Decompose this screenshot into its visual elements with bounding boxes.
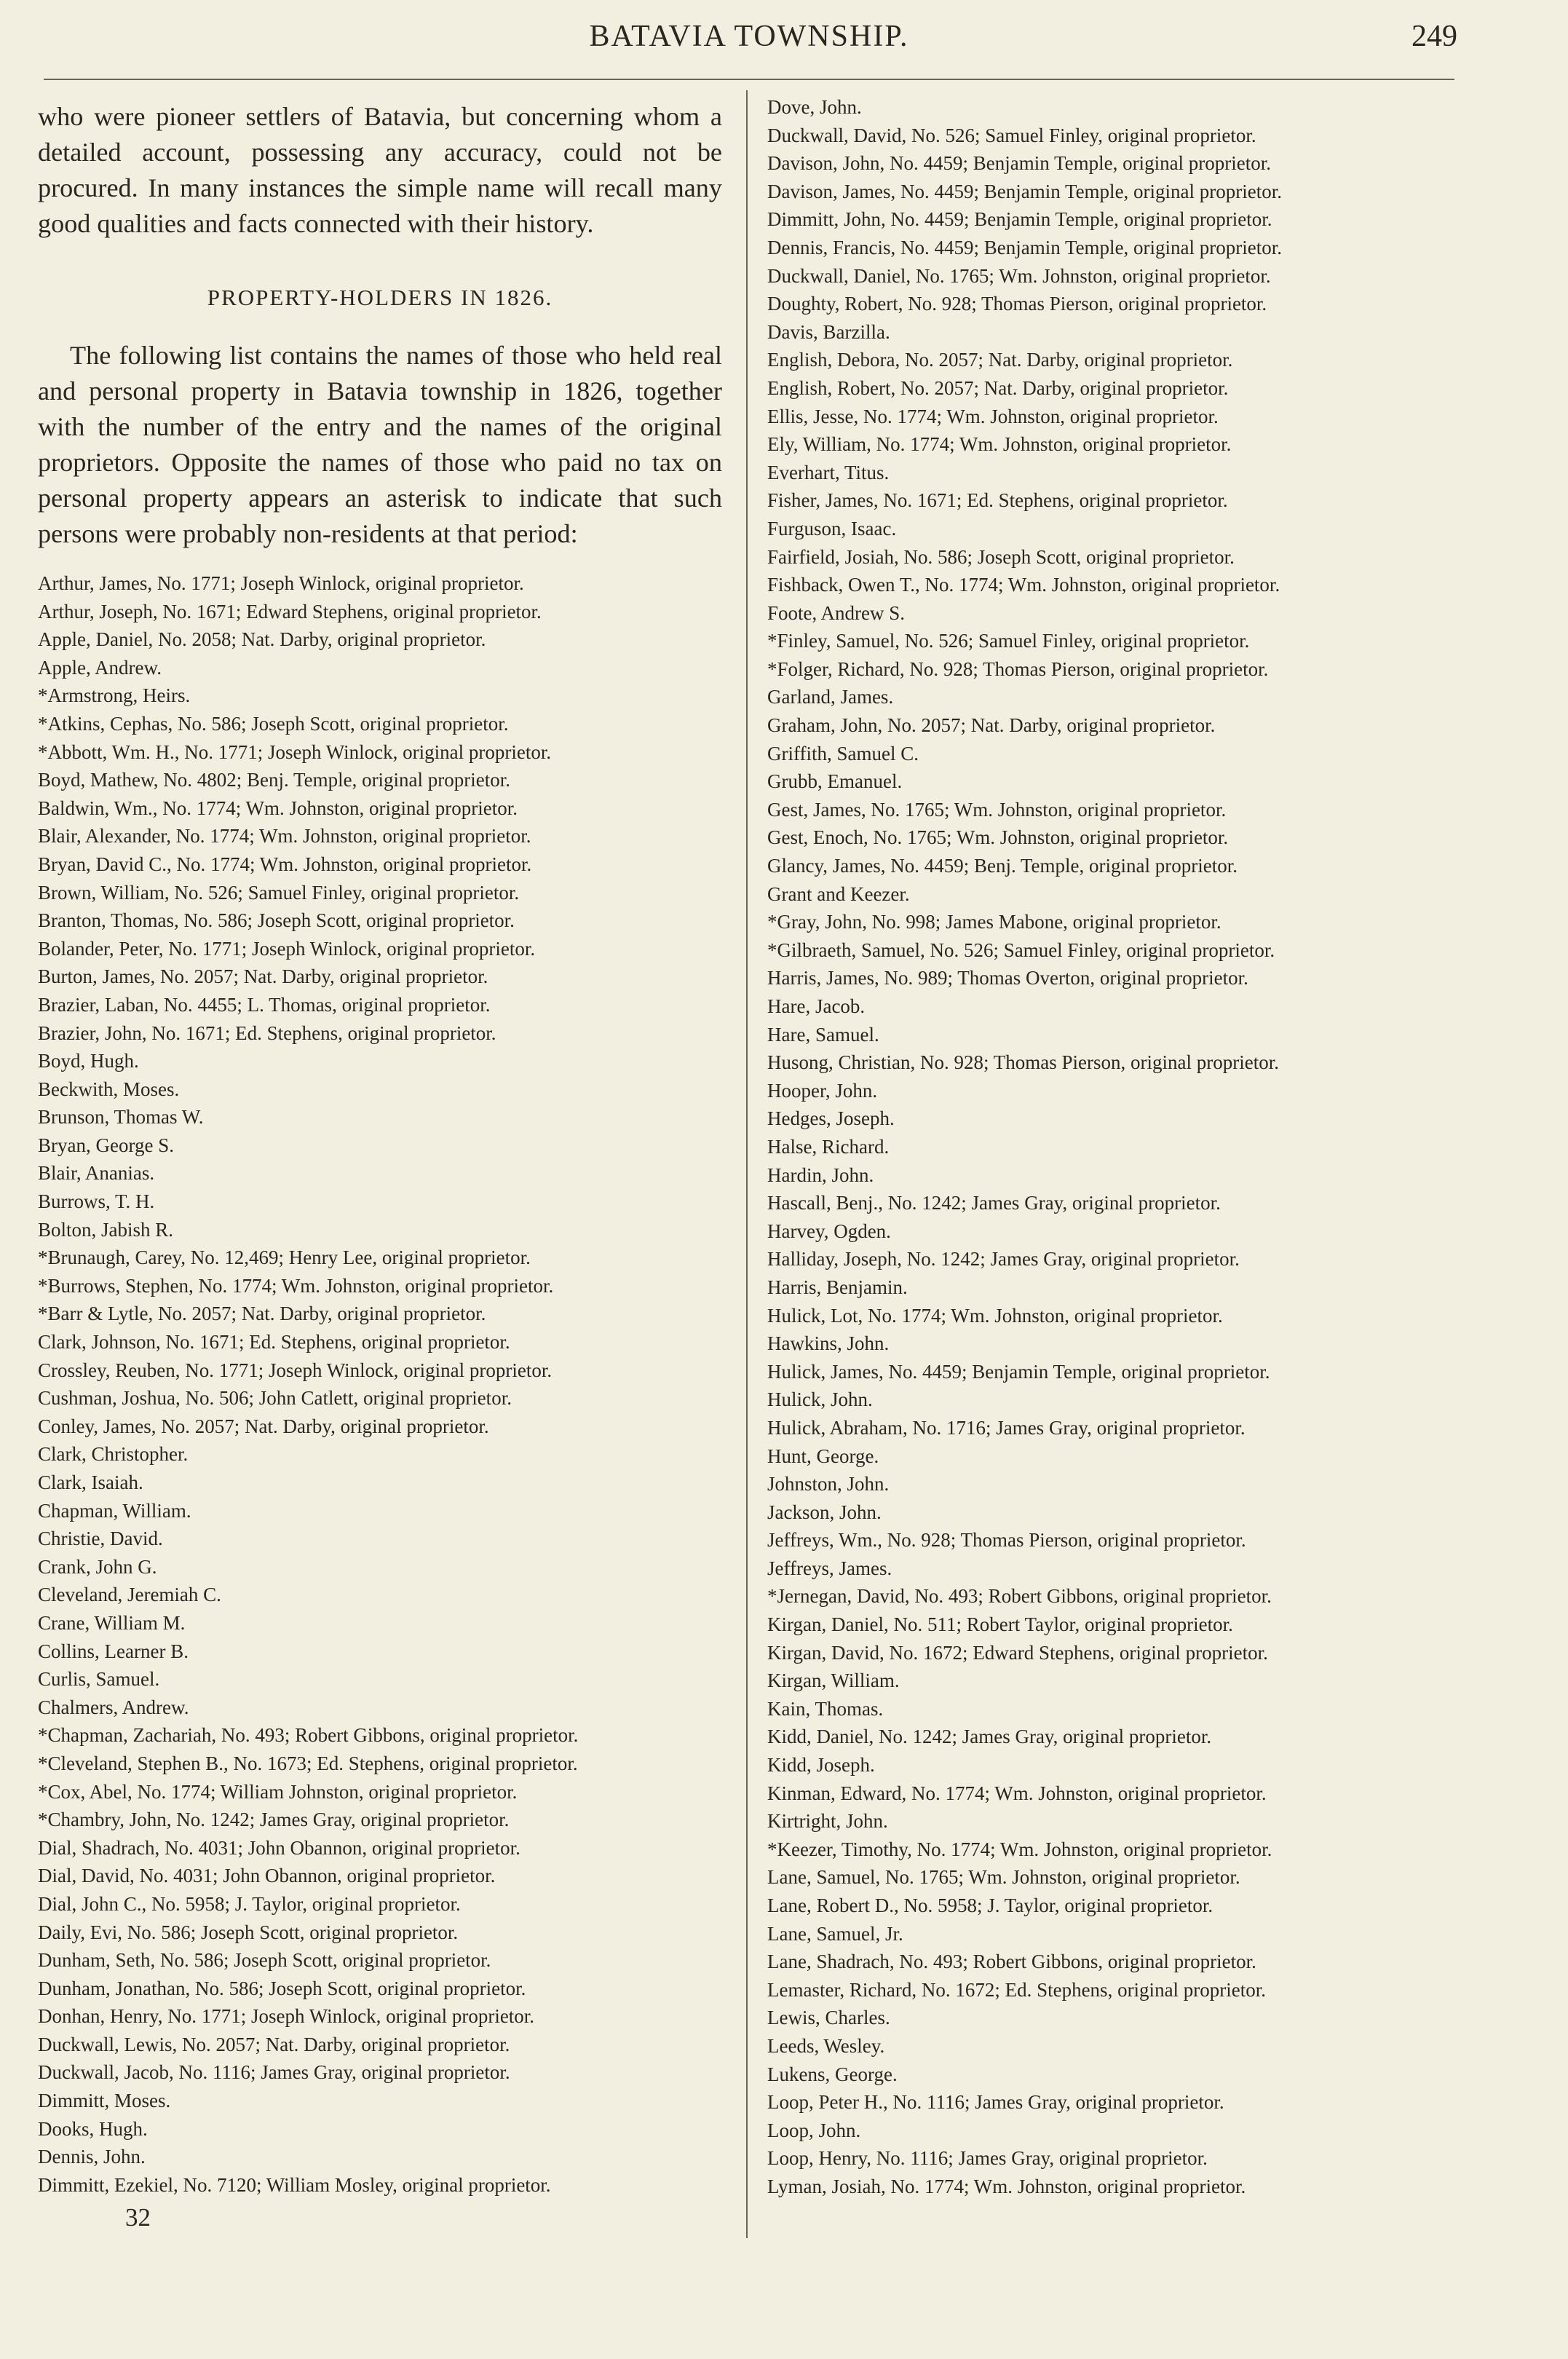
property-holder-entry: Clark, Isaiah. bbox=[38, 1471, 143, 1493]
property-holder-entry: *Jernegan, David, No. 493; Robert Gibbons, original proprietor. bbox=[767, 1585, 1272, 1608]
left-column bbox=[38, 93, 722, 2336]
property-holder-entry: Hulick, Lot, No. 1774; Wm. Johnston, original proprietor. bbox=[767, 1304, 1223, 1327]
property-holder-entry: Crossley, Reuben, No. 1771; Joseph Winlock, original proprietor. bbox=[38, 1359, 553, 1381]
property-holder-entry: Beckwith, Moses. bbox=[38, 1078, 180, 1100]
property-holder-entry: Bryan, George S. bbox=[38, 1134, 174, 1156]
property-holder-entry: Johnston, John. bbox=[767, 1473, 890, 1495]
running-title: BATAVIA TOWNSHIP. bbox=[589, 20, 909, 53]
property-holder-entry: Lane, Samuel, No. 1765; Wm. Johnston, original proprietor. bbox=[767, 1866, 1240, 1889]
property-holder-entry: Kirgan, Daniel, No. 511; Robert Taylor, original proprietor. bbox=[767, 1613, 1233, 1636]
property-holder-entry: *Chambry, John, No. 1242; James Gray, original proprietor. bbox=[38, 1809, 510, 1831]
property-holder-entry: Duckwall, David, No. 526; Samuel Finley, original proprietor. bbox=[767, 124, 1256, 146]
property-holder-entry: Halliday, Joseph, No. 1242; James Gray, original proprietor. bbox=[767, 1248, 1240, 1271]
property-holder-entry: Hawkins, John. bbox=[767, 1332, 890, 1355]
property-holder-entry: Leeds, Wesley. bbox=[767, 2034, 885, 2057]
property-holder-entry: Curlis, Samuel. bbox=[38, 1668, 160, 1691]
property-holder-entry: Kinman, Edward, No. 1774; Wm. Johnston, original proprietor. bbox=[767, 1782, 1267, 1804]
property-holder-entry: *Brunaugh, Carey, No. 12,469; Henry Lee, original proprietor. bbox=[38, 1246, 531, 1269]
property-holder-entry: Griffith, Samuel C. bbox=[767, 742, 919, 764]
property-holder-entry: Cleveland, Jeremiah C. bbox=[38, 1584, 221, 1606]
property-holder-entry: Dunham, Jonathan, No. 586; Joseph Scott, original proprietor. bbox=[38, 1977, 526, 1999]
property-holder-entry: Harris, Benjamin. bbox=[767, 1276, 908, 1298]
property-holder-entry: Clark, Johnson, No. 1671; Ed. Stephens, original proprietor. bbox=[38, 1331, 510, 1354]
property-holder-entry: Kirtright, John. bbox=[767, 1810, 888, 1833]
property-holder-entry: Apple, Daniel, No. 2058; Nat. Darby, original proprietor. bbox=[38, 628, 486, 651]
property-holder-entry: Harris, James, No. 989; Thomas Overton, original proprietor. bbox=[767, 967, 1248, 989]
property-holder-entry: *Keezer, Timothy, No. 1774; Wm. Johnston, original proprietor. bbox=[767, 1838, 1272, 1860]
property-holder-entry: Brazier, John, No. 1671; Ed. Stephens, original proprietor. bbox=[38, 1022, 496, 1044]
property-holder-entry: Clark, Christopher. bbox=[38, 1443, 189, 1466]
property-holder-entry: Bolton, Jabish R. bbox=[38, 1218, 174, 1241]
property-holder-entry: Gest, Enoch, No. 1765; Wm. Johnston, original proprietor. bbox=[767, 826, 1229, 849]
property-holder-entry: Crank, John G. bbox=[38, 1555, 157, 1578]
signature-mark: 32 bbox=[125, 2203, 151, 2232]
property-holder-entry: English, Robert, No. 2057; Nat. Darby, original proprietor. bbox=[767, 376, 1229, 399]
property-holder-entry: *Atkins, Cephas, No. 586; Joseph Scott, original proprietor. bbox=[38, 712, 509, 735]
property-holder-entry: Everhart, Titus. bbox=[767, 461, 890, 483]
column-divider bbox=[746, 90, 748, 2238]
right-column bbox=[767, 93, 1466, 2336]
property-holder-entry: Brown, William, No. 526; Samuel Finley, original proprietor. bbox=[38, 881, 520, 904]
property-holder-entry: Branton, Thomas, No. 586; Joseph Scott, original proprietor. bbox=[38, 909, 515, 932]
page-number: 249 bbox=[1411, 20, 1457, 53]
property-holder-entry: Dennis, Francis, No. 4459; Benjamin Temple, original proprietor. bbox=[767, 236, 1282, 258]
property-holder-entry: Lane, Robert D., No. 5958; J. Taylor, original proprietor. bbox=[767, 1894, 1213, 1916]
property-holder-entry: Dimmitt, John, No. 4459; Benjamin Temple, original proprietor. bbox=[767, 208, 1272, 231]
property-holder-entry: Jackson, John. bbox=[767, 1501, 882, 1523]
property-holder-entry: Brazier, Laban, No. 4455; L. Thomas, original proprietor. bbox=[38, 993, 491, 1016]
property-holder-entry: Ellis, Jesse, No. 1774; Wm. Johnston, original proprietor. bbox=[767, 405, 1219, 427]
running-head bbox=[41, 15, 1457, 58]
property-holder-entry: Dimmitt, Ezekiel, No. 7120; William Mosley, original proprietor. bbox=[38, 2173, 551, 2196]
property-holder-entry: Fishback, Owen T., No. 1774; Wm. Johnston, original proprietor. bbox=[767, 574, 1280, 596]
property-holder-entry: Boyd, Mathew, No. 4802; Benj. Temple, original proprietor. bbox=[38, 769, 511, 791]
property-holder-entry: Foote, Andrew S. bbox=[767, 601, 905, 624]
property-holder-entry: Blair, Alexander, No. 1774; Wm. Johnston, original proprietor. bbox=[38, 825, 531, 847]
property-holder-entry: Jeffreys, James. bbox=[767, 1557, 892, 1579]
property-holder-entry: Grubb, Emanuel. bbox=[767, 770, 903, 793]
property-holder-entry: Duckwall, Lewis, No. 2057; Nat. Darby, original proprietor. bbox=[38, 2033, 510, 2055]
property-holder-entry: Fisher, James, No. 1671; Ed. Stephens, original proprietor. bbox=[767, 489, 1228, 512]
property-holder-entry: Conley, James, No. 2057; Nat. Darby, original proprietor. bbox=[38, 1415, 489, 1437]
property-holder-entry: Hulick, James, No. 4459; Benjamin Temple, original proprietor. bbox=[767, 1360, 1270, 1383]
property-holder-entry: Kain, Thomas. bbox=[767, 1697, 884, 1720]
property-holder-entry: Cushman, Joshua, No. 506; John Catlett, original proprietor. bbox=[38, 1387, 512, 1410]
property-holder-entry: Graham, John, No. 2057; Nat. Darby, original proprietor. bbox=[767, 714, 1216, 737]
property-holder-entry: English, Debora, No. 2057; Nat. Darby, original proprietor. bbox=[767, 349, 1233, 371]
property-holder-entry: Furguson, Isaac. bbox=[767, 517, 897, 540]
property-holder-entry: Duckwall, Jacob, No. 1116; James Gray, original proprietor. bbox=[38, 2061, 510, 2084]
property-holder-entry: Dunham, Seth, No. 586; Joseph Scott, original proprietor. bbox=[38, 1949, 491, 1972]
property-holder-entry: Bolander, Peter, No. 1771; Joseph Winlock, original proprietor. bbox=[38, 937, 536, 960]
property-holder-entry: Kidd, Daniel, No. 1242; James Gray, original proprietor. bbox=[767, 1726, 1212, 1748]
property-holder-entry: Apple, Andrew. bbox=[38, 656, 162, 679]
property-holder-entry: Garland, James. bbox=[767, 686, 894, 708]
property-holder-entry: Hascall, Benj., No. 1242; James Gray, original proprietor. bbox=[767, 1192, 1221, 1214]
property-holder-entry: Gest, James, No. 1765; Wm. Johnston, original proprietor. bbox=[767, 798, 1227, 821]
property-holder-entry: Duckwall, Daniel, No. 1765; Wm. Johnston, original proprietor. bbox=[767, 264, 1271, 287]
property-holder-entry: Burton, James, No. 2057; Nat. Darby, original proprietor. bbox=[38, 965, 488, 988]
left-entry-list bbox=[38, 569, 722, 2199]
property-holder-entry: *Gilbraeth, Samuel, No. 526; Samuel Finley, original proprietor. bbox=[767, 939, 1275, 961]
property-holder-entry: Brunson, Thomas W. bbox=[38, 1106, 204, 1129]
property-holder-entry: Dove, John. bbox=[767, 96, 862, 118]
property-holder-entry: Lane, Samuel, Jr. bbox=[767, 1922, 903, 1945]
right-entry-list bbox=[767, 93, 1466, 2201]
property-holder-entry: Doughty, Robert, No. 928; Thomas Pierson, original proprietor. bbox=[767, 293, 1267, 315]
list-intro-paragraph: The following list contains the names of those who held real and personal property in Batavia township in 1826, together with the number of the entry and the names of the original proprietors. Opposite the names of those who paid no tax on personal property appears an asterisk to indicate that such persons were probably non-residents at that period: bbox=[38, 341, 722, 548]
property-holder-entry: Hooper, John. bbox=[767, 1079, 878, 1102]
property-holder-entry: Fairfield, Josiah, No. 586; Joseph Scott, original proprietor. bbox=[767, 545, 1235, 568]
property-holder-entry: Dennis, John. bbox=[38, 2146, 146, 2168]
property-holder-entry: Glancy, James, No. 4459; Benj. Temple, original proprietor. bbox=[767, 855, 1238, 877]
property-holder-entry: Hare, Samuel. bbox=[767, 1023, 879, 1046]
property-holder-entry: Arthur, James, No. 1771; Joseph Winlock, original proprietor. bbox=[38, 572, 524, 594]
property-holder-entry: Kirgan, David, No. 1672; Edward Stephens, original proprietor. bbox=[767, 1641, 1268, 1664]
property-holder-entry: Dimmitt, Moses. bbox=[38, 2090, 171, 2112]
property-holder-entry: Chapman, William. bbox=[38, 1499, 191, 1522]
property-holder-entry: Loop, Peter H., No. 1116; James Gray, original proprietor. bbox=[767, 2091, 1224, 2114]
property-holder-entry: Christie, David. bbox=[38, 1528, 163, 1550]
property-holder-entry: Dial, John C., No. 5958; J. Taylor, original proprietor. bbox=[38, 1892, 461, 1915]
property-holder-entry: Jeffreys, Wm., No. 928; Thomas Pierson, original proprietor. bbox=[767, 1529, 1246, 1552]
property-holder-entry: Davis, Barzilla. bbox=[767, 320, 890, 343]
property-holder-entry: Grant and Keezer. bbox=[767, 882, 910, 905]
section-heading: PROPERTY-HOLDERS IN 1826. bbox=[207, 285, 553, 310]
property-holder-entry: Arthur, Joseph, No. 1671; Edward Stephens, original proprietor. bbox=[38, 600, 542, 623]
property-holder-entry: *Armstrong, Heirs. bbox=[38, 684, 191, 707]
property-holder-entry: Daily, Evi, No. 586; Joseph Scott, original proprietor. bbox=[38, 1921, 459, 1943]
property-holder-entry: Collins, Learner B. bbox=[38, 1640, 189, 1662]
property-holder-entry: Dial, Shadrach, No. 4031; John Obannon, original proprietor. bbox=[38, 1836, 520, 1859]
property-holder-entry: Ely, William, No. 1774; Wm. Johnston, original proprietor. bbox=[767, 433, 1232, 456]
property-holder-entry: *Cox, Abel, No. 1774; William Johnston, original proprietor. bbox=[38, 1780, 518, 1803]
property-holder-entry: Hunt, George. bbox=[767, 1445, 879, 1467]
property-holder-entry: Harvey, Ogden. bbox=[767, 1220, 891, 1242]
property-holder-entry: Blair, Ananias. bbox=[38, 1162, 155, 1185]
property-holder-entry: Dooks, Hugh. bbox=[38, 2117, 148, 2140]
property-holder-entry: *Finley, Samuel, No. 526; Samuel Finley, original proprietor. bbox=[767, 630, 1250, 652]
property-holder-entry: Hulick, Abraham, No. 1716; James Gray, original proprietor. bbox=[767, 1416, 1246, 1439]
property-holder-entry: Hedges, Joseph. bbox=[767, 1107, 895, 1130]
property-holder-entry: Boyd, Hugh. bbox=[38, 1050, 139, 1072]
property-holder-entry: Lemaster, Richard, No. 1672; Ed. Stephens, original proprietor. bbox=[767, 1978, 1267, 2001]
property-holder-entry: Kirgan, William. bbox=[767, 1670, 900, 1692]
property-holder-entry: Davison, John, No. 4459; Benjamin Temple, original proprietor. bbox=[767, 152, 1272, 175]
property-holder-entry: Lyman, Josiah, No. 1774; Wm. Johnston, original proprietor. bbox=[767, 2175, 1246, 2197]
property-holder-entry: Halse, Richard. bbox=[767, 1135, 890, 1158]
property-holder-entry: *Cleveland, Stephen B., No. 1673; Ed. Stephens, original proprietor. bbox=[38, 1752, 578, 1774]
property-holder-entry: *Abbott, Wm. H., No. 1771; Joseph Winlock, original proprietor. bbox=[38, 740, 552, 763]
property-holder-entry: Davison, James, No. 4459; Benjamin Temple, original proprietor. bbox=[767, 180, 1282, 202]
property-holder-entry: Donhan, Henry, No. 1771; Joseph Winlock, original proprietor. bbox=[38, 2005, 535, 2028]
property-holder-entry: Husong, Christian, No. 928; Thomas Pierson, original proprietor. bbox=[767, 1051, 1279, 1074]
property-holder-entry: *Chapman, Zachariah, No. 493; Robert Gibbons, original proprietor. bbox=[38, 1724, 579, 1747]
property-holder-entry: *Folger, Richard, No. 928; Thomas Pierson, original proprietor. bbox=[767, 657, 1269, 680]
property-holder-entry: *Gray, John, No. 998; James Mabone, original proprietor. bbox=[767, 911, 1221, 933]
property-holder-entry: Crane, William M. bbox=[38, 1611, 186, 1634]
property-holder-entry: Loop, Henry, No. 1116; James Gray, original proprietor. bbox=[767, 2147, 1208, 2170]
property-holder-entry: Kidd, Joseph. bbox=[767, 1754, 875, 1777]
property-holder-entry: Hare, Jacob. bbox=[767, 995, 866, 1017]
property-holder-entry: Hardin, John. bbox=[767, 1163, 874, 1186]
property-holder-entry: Chalmers, Andrew. bbox=[38, 1696, 189, 1718]
property-holder-entry: *Barr & Lytle, No. 2057; Nat. Darby, original proprietor. bbox=[38, 1303, 486, 1325]
header-rule bbox=[44, 79, 1454, 80]
property-holder-entry: Burrows, T. H. bbox=[38, 1190, 155, 1213]
property-holder-entry: Dial, David, No. 4031; John Obannon, original proprietor. bbox=[38, 1865, 496, 1887]
property-holder-entry: Lukens, George. bbox=[767, 2063, 898, 2085]
property-holder-entry: Bryan, David C., No. 1774; Wm. Johnston, original proprietor. bbox=[38, 853, 532, 875]
property-holder-entry: Loop, John. bbox=[767, 2119, 861, 2141]
intro-paragraph: who were pioneer settlers of Batavia, but concerning whom a detailed account, possessing any accuracy, could not be procured. In many instances the simple name will recall many good qualities and facts connected with their history. bbox=[38, 102, 722, 238]
property-holder-entry: Lewis, Charles. bbox=[767, 2007, 890, 2029]
property-holder-entry: Hulick, John. bbox=[767, 1388, 873, 1411]
property-holder-entry: *Burrows, Stephen, No. 1774; Wm. Johnston, original proprietor. bbox=[38, 1274, 554, 1297]
property-holder-entry: Baldwin, Wm., No. 1774; Wm. Johnston, original proprietor. bbox=[38, 797, 518, 819]
property-holder-entry: Lane, Shadrach, No. 493; Robert Gibbons, original proprietor. bbox=[767, 1951, 1256, 1973]
